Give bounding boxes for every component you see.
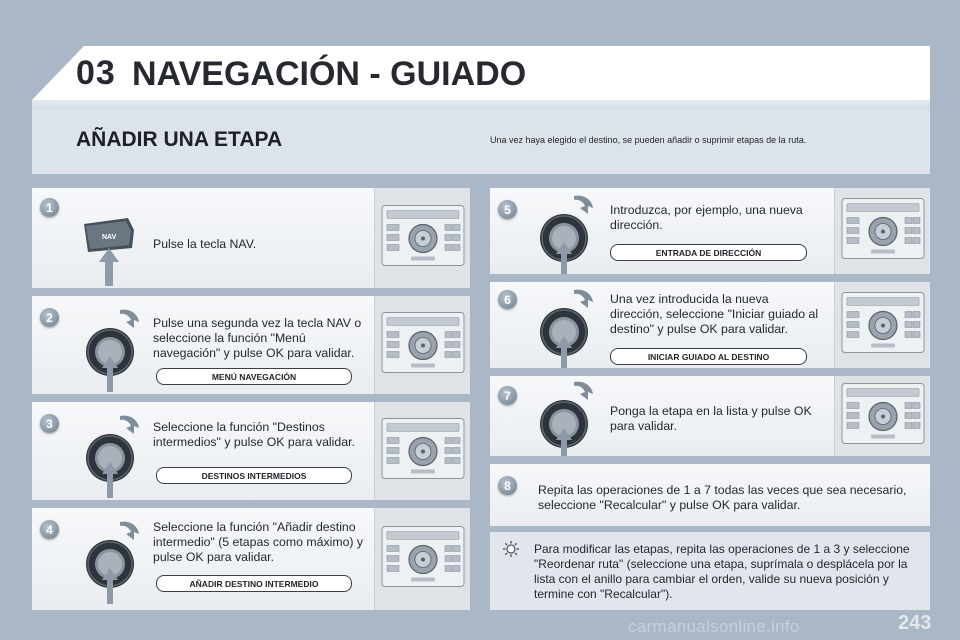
rotary-knob-icon [538,286,596,366]
step-4-number: 4 [40,520,59,539]
step-3-text: Seleccione la función "Destinos intermedios" y pulse OK para validar. [153,420,355,449]
step-6-text: Una vez introducida la nueva dirección, seleccione "Iniciar guiado al destino" y pulse OK para validar. [610,292,819,336]
rotary-knob-icon [538,192,596,272]
page-title: NAVEGACIÓN - GUIADO [132,55,527,93]
nav-button-icon [80,214,138,286]
watermark: carmanualsonline.info [628,617,800,636]
nav-button-label: NAV [102,234,117,241]
step-3-radio-thumbnail [374,402,470,500]
rotary-knob-icon [84,518,142,606]
step-2-radio-thumbnail [374,296,470,394]
step-4-panel [32,508,470,610]
step-1-radio-thumbnail [374,188,470,288]
step-2-text: Pulse una segunda vez la tecla NAV o seleccione la función "Menú navegación" y pulse OK para validar. [153,316,362,360]
step-7-radio-thumbnail [834,376,930,456]
step-3-number: 3 [40,414,59,433]
step-3-menu-label: DESTINOS INTERMEDIOS [156,467,352,484]
step-3-panel [32,402,470,500]
step-5-menu-label: ENTRADA DE DIRECCIÓN [610,244,807,261]
step-5-text: Introduzca, por ejemplo, una nueva dirección. [610,203,803,232]
step-2-number: 2 [40,308,59,327]
step-4-radio-thumbnail [374,508,470,610]
chapter-number: 03 [76,54,116,92]
step-6-menu-label: INICIAR GUIADO AL DESTINO [610,348,807,365]
step-5-number: 5 [498,200,517,219]
step-2-menu-label: MENÚ NAVEGACIÓN [156,368,352,385]
section-intro: Una vez haya elegido el destino, se pueden añadir o suprimir etapas de la ruta. [490,135,807,145]
header-band [32,100,930,110]
step-6-radio-thumbnail [834,282,930,368]
step-1-text: Pulse la tecla NAV. [153,237,257,251]
step-7-panel [490,376,930,456]
step-4-menu-label: AÑADIR DESTINO INTERMEDIO [156,575,352,592]
step-2-panel [32,296,470,394]
tip-panel [490,532,930,610]
step-5-panel [490,188,930,274]
step-6-panel [490,282,930,368]
step-6-number: 6 [498,290,517,309]
light-bulb-icon [502,540,520,558]
step-8-panel [490,464,930,526]
rotary-knob-icon [84,306,142,392]
step-7-number: 7 [498,386,517,405]
rotary-knob-icon [538,378,596,456]
step-1-number: 1 [40,198,59,217]
step-7-text: Ponga la etapa en la lista y pulse OK para validar. [610,404,812,433]
step-5-radio-thumbnail [834,188,930,274]
step-8-number: 8 [498,476,517,495]
tip-text: Para modificar las etapas, repita las operaciones de 1 a 3 y seleccione "Reordenar ruta" (seleccione una etapa, suprímala o desplácela por la lista con el anillo para cambiar el orden, valide su nueva posición y termine con "Recalcular"). [534,542,910,601]
section-title: AÑADIR UNA ETAPA [76,128,283,151]
page-number: 243 [898,612,932,634]
step-1-panel [32,188,470,288]
rotary-knob-icon [84,412,142,498]
step-8-text: Repita las operaciones de 1 a 7 todas las veces que sea necesario, seleccione "Recalcular" y pulse OK para validar. [538,483,907,512]
step-4-text: Seleccione la función "Añadir destino intermedio" (5 etapas como máximo) y pulse OK para validar. [153,520,364,564]
